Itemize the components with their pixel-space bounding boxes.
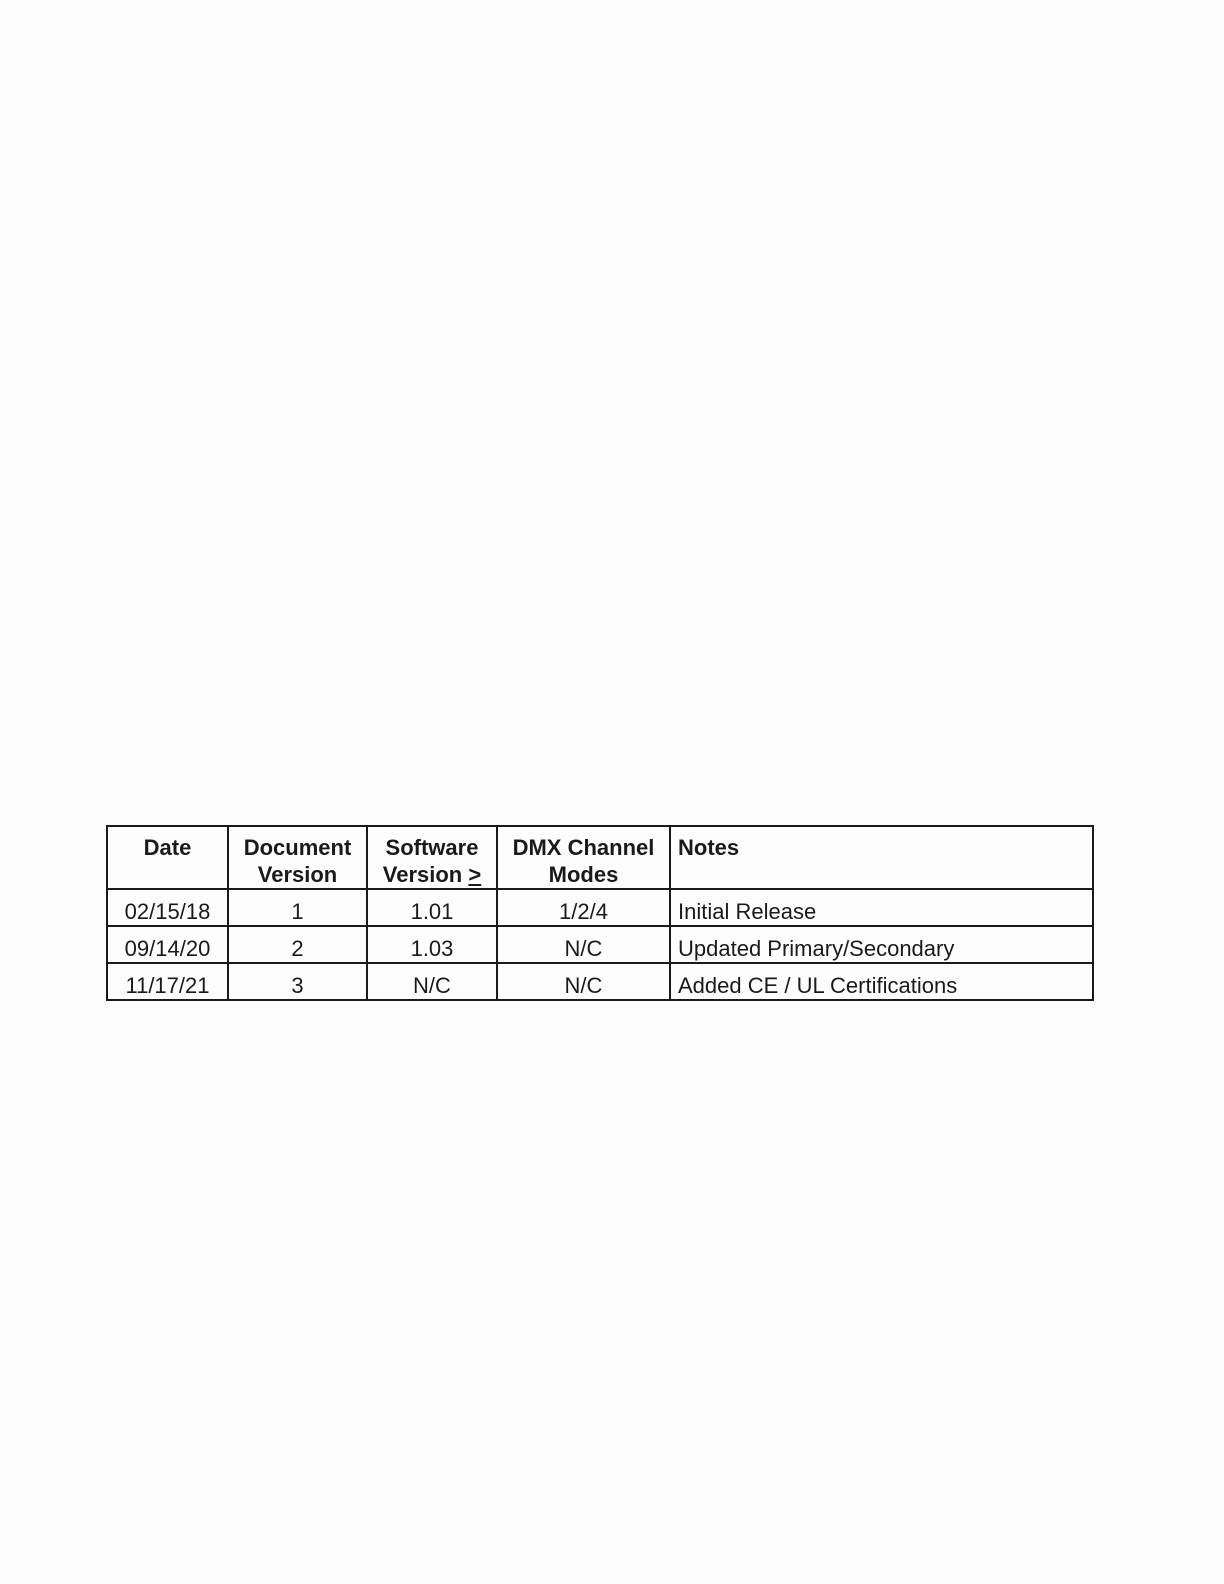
header-notes: Notes <box>670 826 1093 889</box>
cell-document-version: 3 <box>228 963 367 1000</box>
greater-or-equal-symbol: > <box>468 862 482 887</box>
header-date: Date <box>107 826 228 889</box>
cell-date: 11/17/21 <box>107 963 228 1000</box>
cell-software-version: 1.01 <box>367 889 497 926</box>
table-row <box>107 889 1093 926</box>
cell-notes: Added CE / UL Certifications <box>670 963 1093 1000</box>
header-document-version: Document Version <box>228 826 367 889</box>
table-row <box>107 963 1093 1000</box>
header-software-version: Software Version > <box>367 826 497 889</box>
cell-notes: Initial Release <box>670 889 1093 926</box>
cell-document-version: 1 <box>228 889 367 926</box>
cell-software-version: 1.03 <box>367 926 497 963</box>
table-header-row <box>107 826 1093 889</box>
cell-dmx-channel-modes: N/C <box>497 963 670 1000</box>
cell-dmx-channel-modes: 1/2/4 <box>497 889 670 926</box>
revision-history-table <box>106 825 1094 1001</box>
cell-document-version: 2 <box>228 926 367 963</box>
cell-notes: Updated Primary/Secondary <box>670 926 1093 963</box>
header-dmx-channel-modes: DMX Channel Modes <box>497 826 670 889</box>
cell-dmx-channel-modes: N/C <box>497 926 670 963</box>
cell-date: 09/14/20 <box>107 926 228 963</box>
table-row <box>107 926 1093 963</box>
cell-software-version: N/C <box>367 963 497 1000</box>
cell-date: 02/15/18 <box>107 889 228 926</box>
